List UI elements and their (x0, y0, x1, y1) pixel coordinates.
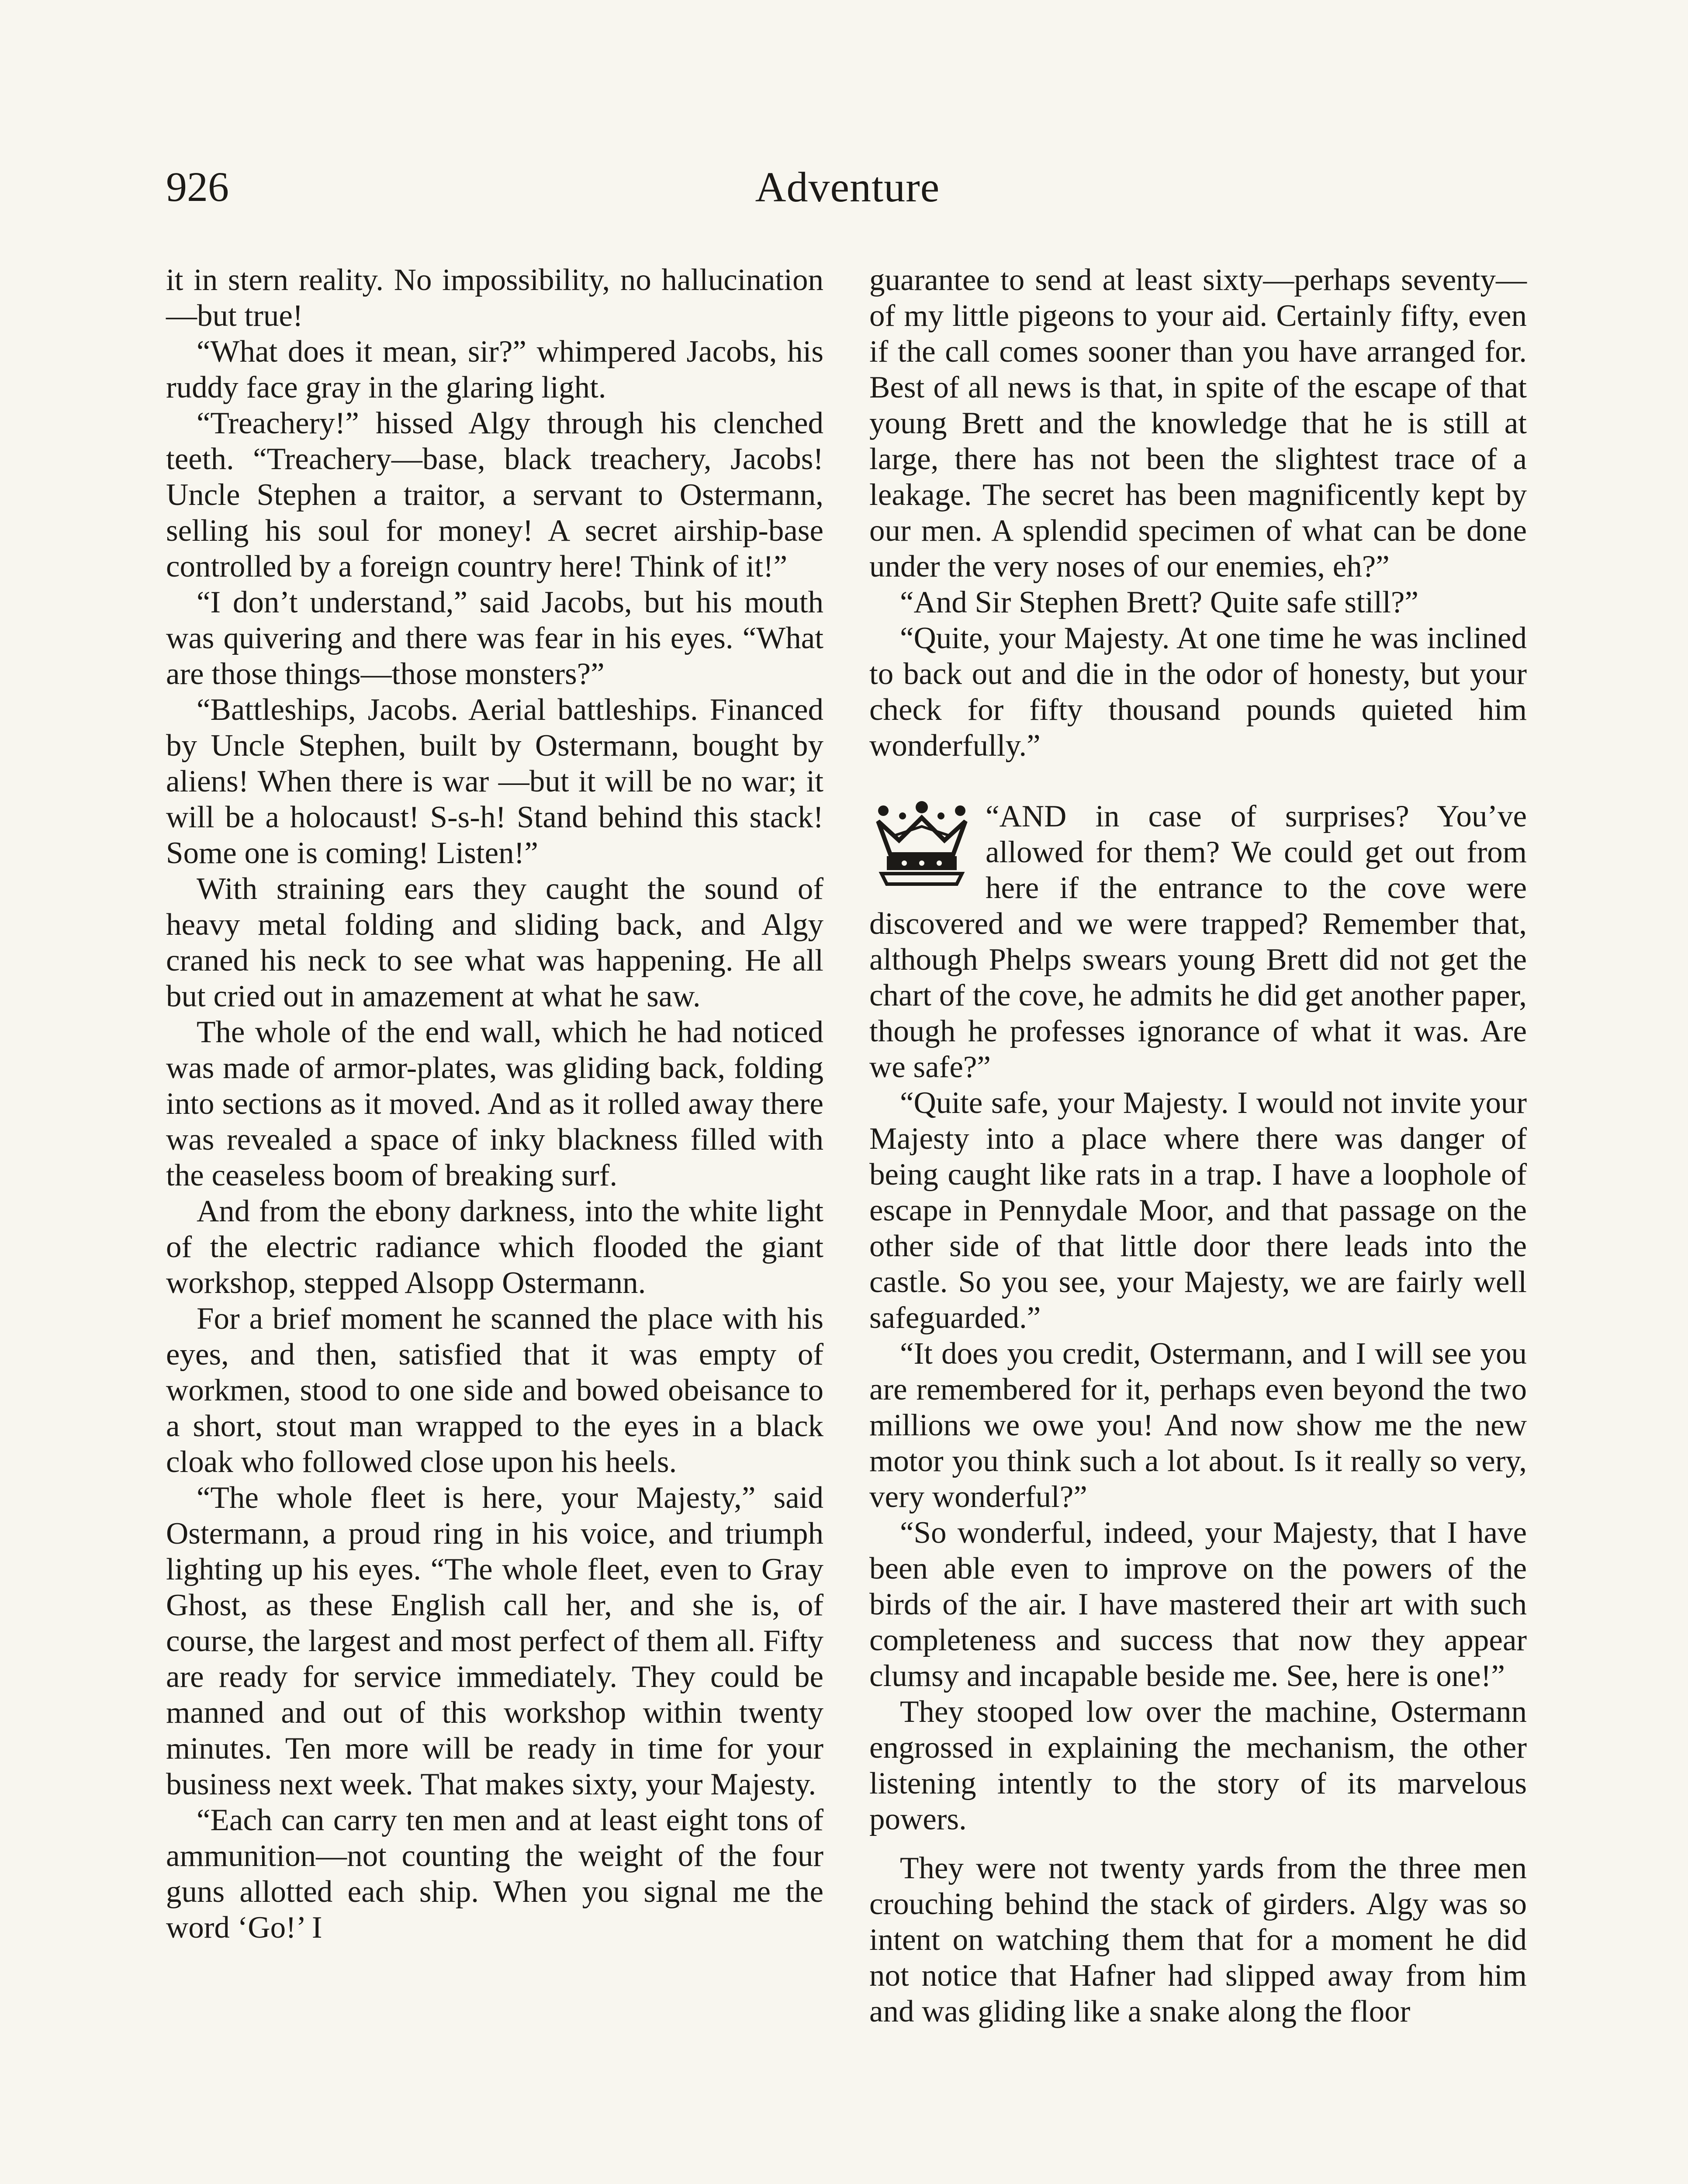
paragraph: For a brief moment he scanned the place with his eyes, and then, satisfied that it was empty of workmen, stood to one side and bowed obeisance to a short, stout man wrapped to the eyes in a black cloak who followed close upon his heels. (166, 1302, 823, 1479)
running-title: Adventure (755, 164, 940, 211)
paragraph: “Treachery!” hissed Algy through his clenched teeth. “Treachery—base, black treachery, Jacobs! Uncle Stephen a traitor, a servant to Ostermann, selling his soul for money! A secret airship-base controlled by a foreign country here! Think of it!” (166, 406, 823, 584)
paragraph: “The whole fleet is here, your Majesty,” said Ostermann, a proud ring in his voice, and triumph lighting up his eyes. “The whole fleet, even to Gray Ghost, as these English call her, and she is, of course, the largest and most perfect of them all. Fifty are ready for service immediately. They could be manned and out of this workshop within twenty minutes. Ten more will be ready in time for your business next week. That makes sixty, your Majesty. (166, 1481, 823, 1801)
page-number: 926 (166, 163, 229, 210)
left-column (166, 262, 823, 1946)
paragraph: “I don’t understand,” said Jacobs, but his mouth was quivering and there was fear in his eyes. “What are those things—those monsters?” (166, 585, 823, 691)
paragraph: “Quite safe, your Majesty. I would not invite your Majesty into a place where there was danger of being caught like rats in a trap. I have a loophole of escape in Pennydale Moor, and that passage on the other side of that little door there leads into the castle. So you see, your Majesty, we are fairly well safeguarded.” (869, 1086, 1527, 1335)
ornamented-paragraph (869, 798, 1527, 1085)
paragraph: “Quite, your Majesty. At one time he was inclined to back out and die in the odor of honesty, but your check for fifty thousand pounds quieted him wonderfully.” (869, 621, 1527, 763)
paragraph: And from the ebony darkness, into the white light of the electric radiance which flooded the giant workshop, stepped Alsopp Ostermann. (166, 1194, 823, 1300)
paragraph-text: “AND in case of surprises? You’ve allowed for them? We could get out from here if the entrance to the cove were discovered and we were trapped? Remember that, although Phelps swears young Brett did not get the chart of the cove, he admits he did get another paper, though he professes ignorance of what it was. Are we safe?” (869, 799, 1527, 1084)
paragraph: it in stern reality. No impossibility, no hallucination—but true! (166, 263, 823, 333)
page-header (166, 163, 1529, 227)
right-column (869, 262, 1527, 2029)
paragraph: “It does you credit, Ostermann, and I will see you are remembered for it, perhaps even beyond the two millions we owe you! And now show me the new motor you think such a lot about. Is it really so very, very wonderful?” (869, 1337, 1527, 1514)
paragraph: “Battleships, Jacobs. Aerial battleships. Financed by Uncle Stephen, built by Ostermann, bought by aliens! When there is war —but it will be no war; it will be a holocaust! S-s-h! Stand behind this stack! Some one is coming! Listen!” (166, 693, 823, 870)
paragraph: “Each can carry ten men and at least eight tons of ammunition—not counting the weight of the four guns allotted each ship. When you signal me the word ‘Go!’ I (166, 1803, 823, 1945)
paragraph: With straining ears they caught the sound of heavy metal folding and sliding back, and Algy craned his neck to see what was happening. He all but cried out in amazement at what he saw. (166, 872, 823, 1013)
paragraph: They were not twenty yards from the three men crouching behind the stack of girders. Algy was so intent on watching them that for a moment he did not notice that Hafner had slipped away from him and was gliding like a snake along the floor (869, 1851, 1527, 2028)
paragraph: “What does it mean, sir?” whimpered Jacobs, his ruddy face gray in the glaring light. (166, 335, 823, 404)
paragraph: They stooped low over the machine, Ostermann engrossed in explaining the mechanism, the other listening intently to the story of its marvelous powers. (869, 1695, 1527, 1836)
paragraph: guarantee to send at least sixty—perhaps seventy—of my little pigeons to your aid. Certainly fifty, even if the call comes sooner than you have arranged for. Best of all news is that, in spite of the escape of that young Brett and the knowledge that he is still at large, there has not been the slightest trace of a leakage. The secret has been magnificently kept by our men. A splendid specimen of what can be done under the very noses of our enemies, eh?” (869, 263, 1527, 584)
paragraph: The whole of the end wall, which he had noticed was made of armor-plates, was gliding back, folding into sections as it moved. And as it rolled away there was revealed a space of inky blackness filled with the ceaseless boom of breaking surf. (166, 1015, 823, 1192)
crown-icon (869, 800, 974, 888)
paragraph: “And Sir Stephen Brett? Quite safe still?” (900, 585, 1418, 619)
paragraph: “So wonderful, indeed, your Majesty, that I have been able even to improve on the powers of the birds of the air. I have mastered their art with such completeness and success that now they appear clumsy and incapable beside me. See, here is one!” (869, 1516, 1527, 1693)
